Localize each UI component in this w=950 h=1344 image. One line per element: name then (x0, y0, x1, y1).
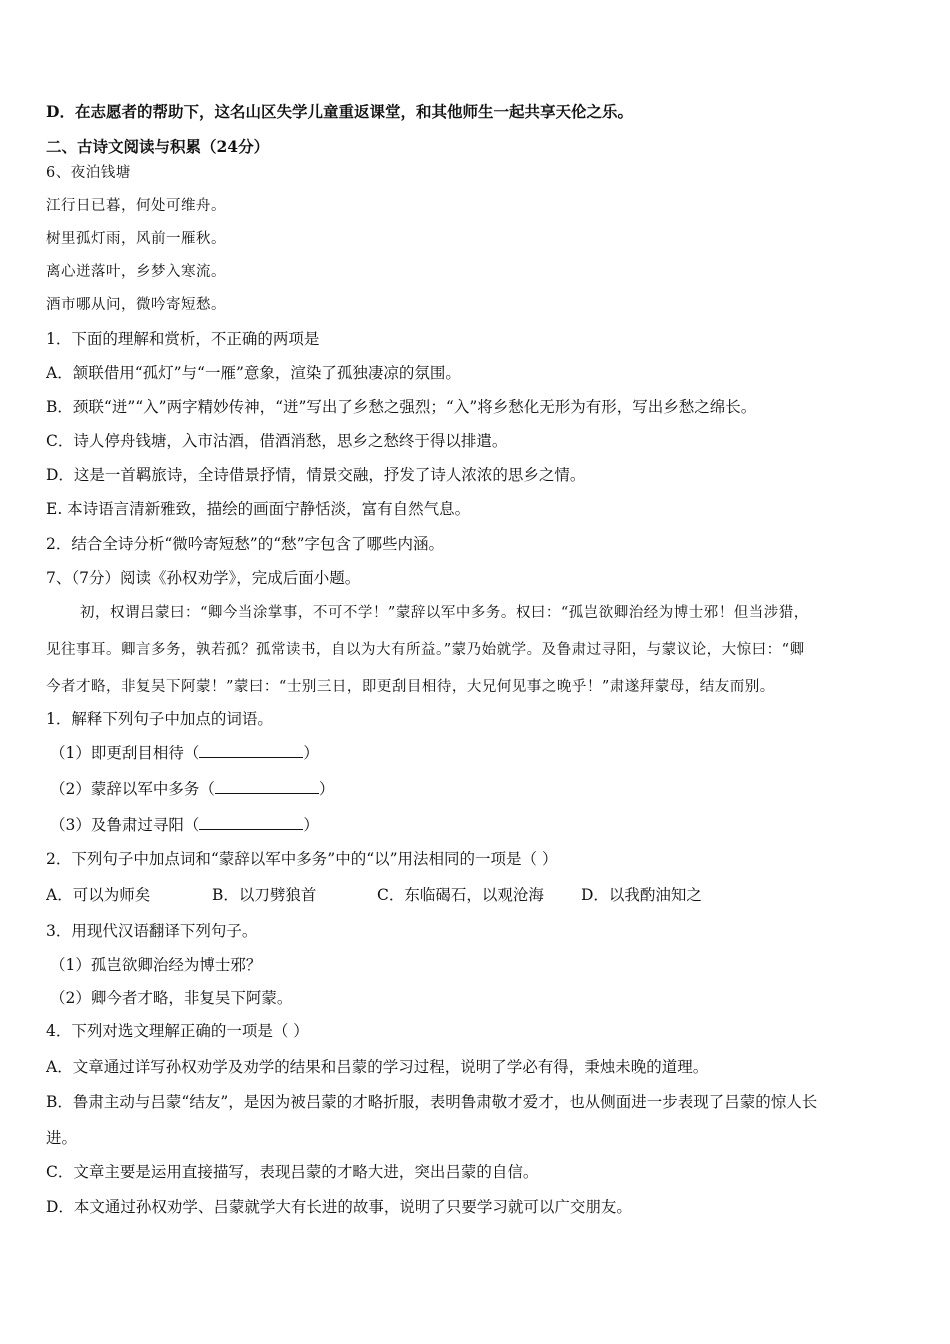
q7-sub3-stem: 3．用现代汉语翻译下列句子。 (46, 922, 258, 940)
fill-item (50, 815, 319, 835)
poem-line: 江行日已暮，何处可维舟。 (46, 198, 226, 214)
passage-line: 见往事耳。卿言多务，孰若孤？孤常读书，自以为大有所益。”蒙乃始就学。及鲁肃过寻阳，与蒙议论，大惊曰：“卿 (46, 642, 805, 658)
q7-sub1-stem: 1．解释下列句子中加点的词语。 (46, 710, 273, 728)
section-heading: 二、古诗文阅读与积累（24分） (46, 137, 270, 156)
q6-option-c: C．诗人停舟钱塘，入市沽酒，借酒消愁，思乡之愁终于得以排遣。 (46, 432, 508, 450)
q6-option-e: E. 本诗语言清新雅致，描绘的画面宁静恬淡，富有自然气息。 (46, 500, 471, 518)
q6-option-a: A．颔联借用“孤灯”与“一雁”意象，渲染了孤独凄凉的氛围。 (46, 364, 461, 382)
passage-line: 初，权谓吕蒙曰：“卿今当涂掌事，不可不学！”蒙辞以军中多务。权曰：“孤岂欲卿治经为博士邪！但当涉猎， (80, 605, 809, 621)
answer-blank (199, 815, 303, 830)
q7-sub4-option-a: A．文章通过详写孙权劝学及劝学的结果和吕蒙的学习过程，说明了学必有得，秉烛未晚的道理。 (46, 1058, 709, 1076)
option-c: C．东临碣石，以观沧海 (377, 886, 544, 904)
poem-line: 酒市哪从问，微吟寄短愁。 (46, 297, 226, 313)
fill-item-close: ） (303, 744, 319, 762)
q7-sub2-stem: 2．下列句子中加点词和“蒙辞以军中多务”中的“以”用法相同的一项是（ ） (46, 850, 558, 868)
translate-item: （1）孤岂欲卿治经为博士邪？ (50, 956, 262, 974)
q7-sub4-option-d: D．本文通过孙权劝学、吕蒙就学大有长进的故事，说明了只要学习就可以广交朋友。 (46, 1198, 632, 1216)
q6-title: 6、夜泊钱塘 (46, 165, 131, 181)
translate-item: （2）卿今者才略，非复吴下阿蒙。 (50, 989, 293, 1007)
fill-item-text: （3）及鲁肃过寻阳（ (50, 816, 200, 834)
passage-line: 今者才略，非复吴下阿蒙！”蒙曰：“士别三日，即更刮目相待，大兄何见事之晚乎！”肃遂拜蒙母，结友而别。 (46, 679, 775, 695)
answer-blank (199, 743, 303, 758)
q7-sub4-option-c: C．文章主要是运用直接描写，表现吕蒙的才略大进，突出吕蒙的自信。 (46, 1163, 539, 1181)
poem-line: 树里孤灯雨，风前一雁秋。 (46, 231, 226, 247)
q5-option-d: D．在志愿者的帮助下，这名山区失学儿童重返课堂，和其他师生一起共享天伦之乐。 (46, 102, 633, 121)
q7-sub4-stem: 4．下列对选文理解正确的一项是（ ） (46, 1022, 309, 1040)
poem-line: 离心迸落叶，乡梦入寒流。 (46, 264, 226, 280)
fill-item-close: ） (318, 780, 335, 798)
fill-item-text: （2）蒙辞以军中多务（ (50, 780, 215, 798)
fill-item (50, 779, 334, 799)
option-a: A．可以为师矣 (46, 886, 151, 904)
q7-sub4-option-b-cont: 进。 (46, 1129, 78, 1147)
fill-item-text: （1）即更刮目相待（ (50, 744, 200, 762)
fill-item-close: ） (303, 816, 319, 834)
q7-sub4-option-b: B．鲁肃主动与吕蒙“结友”，是因为被吕蒙的才略折服，表明鲁肃敬才爱才，也从侧面进一步表现了吕蒙的惊人长 (46, 1093, 818, 1111)
fill-item (50, 743, 319, 763)
option-b: B．以刀劈狼首 (212, 886, 317, 904)
q6-sub2-stem: 2．结合全诗分析“微吟寄短愁”的“愁”字包含了哪些内涵。 (46, 535, 445, 553)
q7-sub2-options (46, 885, 702, 905)
answer-blank (215, 779, 319, 794)
q6-sub1-stem: 1．下面的理解和赏析，不正确的两项是 (46, 330, 320, 348)
q7-title: 7、（7分）阅读《孙权劝学》，完成后面小题。 (46, 569, 361, 587)
q6-option-d: D．这是一首羁旅诗，全诗借景抒情，情景交融，抒发了诗人浓浓的思乡之情。 (46, 466, 586, 484)
option-d: D．以我酌油知之 (581, 886, 702, 904)
q6-option-b: B．颈联“迸”“入”两字精妙传神，“迸”写出了乡愁之强烈；“入”将乡愁化无形为有形，写出乡愁之绵长。 (46, 398, 757, 416)
